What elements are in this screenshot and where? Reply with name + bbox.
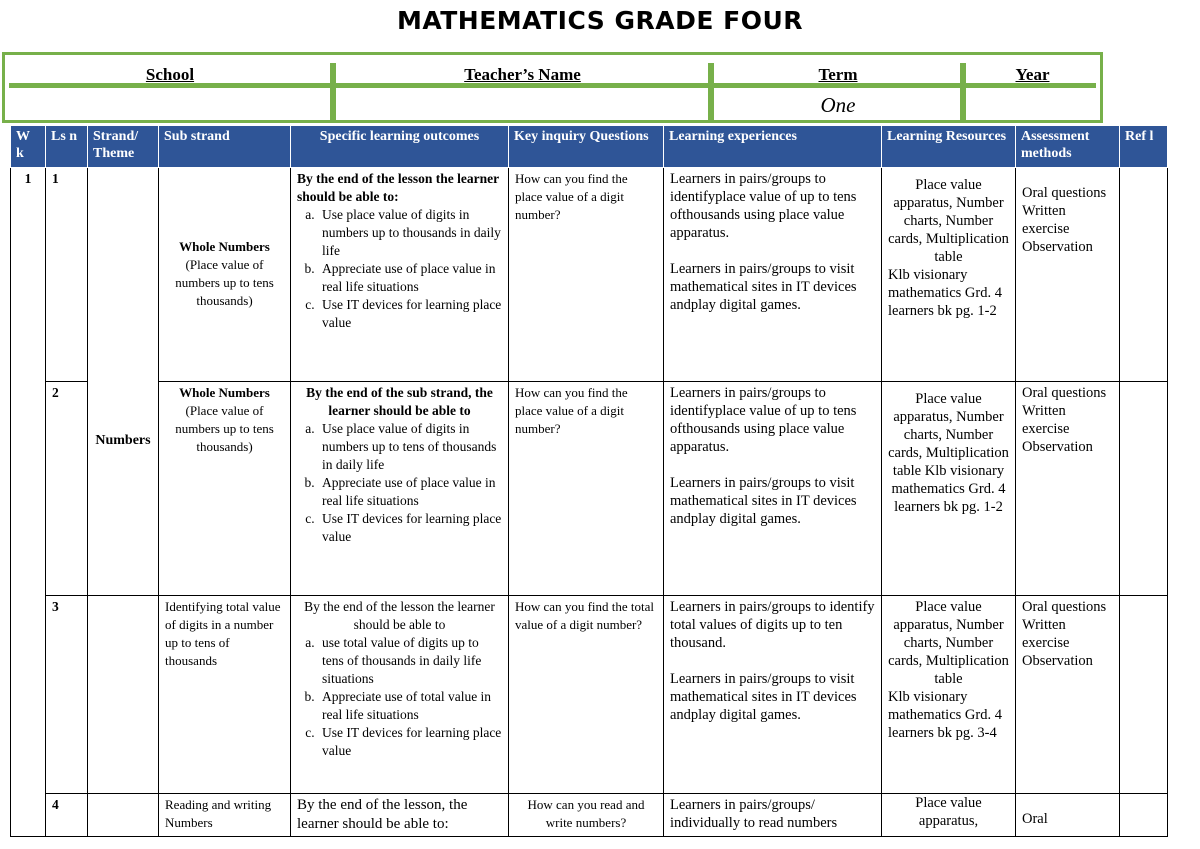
table-row (11, 794, 1168, 837)
outcomes-lead: By the end of the lesson the learner should be able to (304, 599, 495, 632)
sub-strand-cell (159, 382, 291, 596)
resources-cell (882, 596, 1016, 794)
column-header-resources: Learning Resources (882, 126, 1016, 168)
outcomes-list (297, 634, 502, 760)
week-cell: 1 (11, 168, 46, 837)
scheme-of-work-table (10, 125, 1168, 837)
experience-text: Learners in pairs/groups/ individually to read numbers (670, 797, 838, 831)
column-header-outcomes: Specific learning outcomes (291, 126, 509, 168)
outcomes-cell (291, 168, 509, 382)
experience-cell (664, 168, 882, 382)
outcomes-list (297, 420, 502, 546)
sub-strand-title: Whole Numbers (179, 239, 270, 254)
school-label: School (145, 65, 195, 84)
page-title: MATHEMATICS GRADE FOUR (396, 6, 804, 35)
outcome-item: b. Appreciate use of place value in real life situations (318, 474, 502, 510)
reflection-cell (1120, 596, 1168, 794)
sub-strand-detail: Reading and writing Numbers (165, 797, 272, 830)
lesson-cell: 2 (46, 382, 88, 596)
resources-text: Place value apparatus, Number charts, Number cards, Multiplication table (888, 177, 1009, 265)
question-cell: How can you find the place value of a digit number? (509, 168, 664, 382)
resources-text: Place value apparatus, Number charts, Number cards, Multiplication table (888, 599, 1009, 687)
resources-text: Klb visionary mathematics Grd. 4 learners bk pg. 1-2 (888, 267, 1002, 319)
outcome-item: a. use total value of digits up to tens of thousands in daily life situations (318, 634, 502, 688)
outcome-item: a. Use place value of digits in numbers up to tens of thousands in daily life (318, 420, 502, 474)
outcome-item: c. Use IT devices for learning place value (318, 724, 502, 760)
experience-text: Learners in pairs/groups to identify total values of digits up to ten thousand. (670, 599, 875, 651)
sub-strand-title: Whole Numbers (179, 385, 270, 400)
outcome-item: c. Use IT devices for learning place value (318, 296, 502, 332)
outcome-item: c. Use IT devices for learning place value (318, 510, 502, 546)
outcomes-lead: By the end of the lesson the learner should be able to: (297, 171, 499, 204)
experience-text: Learners in pairs/groups to identifyplace value of up to tens ofthousands using place value apparatus. (670, 385, 857, 455)
resources-cell (882, 382, 1016, 596)
sub-strand-cell (159, 794, 291, 837)
sub-strand-detail: (Place value of numbers up to tens thousands) (175, 257, 274, 308)
sub-strand-cell (159, 596, 291, 794)
year-label: Year (1015, 65, 1050, 84)
reflection-cell (1120, 168, 1168, 382)
table-row (11, 168, 1168, 382)
column-header-week: W k (11, 126, 46, 168)
table-row (11, 382, 1168, 596)
strand-cell: Numbers (88, 168, 159, 596)
resources-text: Place value apparatus, (915, 795, 982, 829)
outcomes-cell (291, 382, 509, 596)
outcome-item: b. Appreciate use of total value in real life situations (318, 688, 502, 724)
outcomes-list (297, 206, 502, 332)
sub-strand-detail: (Place value of numbers up to tens thousands) (175, 403, 274, 454)
column-header-assessment: Assessment methods (1016, 126, 1120, 168)
question-cell: How can you find the total value of a digit number? (509, 596, 664, 794)
experience-cell (664, 794, 882, 837)
experience-text: Learners in pairs/groups to visit mathematical sites in IT devices andplay digital games. (670, 475, 857, 527)
outcomes-cell (291, 794, 509, 837)
experience-text: Learners in pairs/groups to identifyplace value of up to tens ofthousands using place value apparatus. (670, 171, 857, 241)
experience-text: Learners in pairs/groups to visit mathematical sites in IT devices andplay digital games. (670, 261, 857, 313)
experience-cell (664, 382, 882, 596)
resources-text: Klb visionary mathematics Grd. 4 learners bk pg. 3-4 (888, 689, 1002, 741)
assessment-cell: Oral questions Written exercise Observation (1016, 168, 1120, 382)
column-header-reflection: Ref l (1120, 126, 1168, 168)
column-header-questions: Key inquiry Questions (509, 126, 664, 168)
assessment-cell: Oral questions Written exercise Observation (1016, 382, 1120, 596)
strand-cell-empty (88, 794, 159, 837)
column-header-strand: Strand/ Theme (88, 126, 159, 168)
table-row (11, 596, 1168, 794)
sub-strand-detail: Identifying total value of digits in a number up to tens of thousands (165, 599, 281, 668)
outcomes-lead: By the end of the sub strand, the learner should be able to (306, 385, 493, 418)
question-cell: How can you read and write numbers? (509, 794, 664, 837)
outcomes-lead: By the end of the lesson, the learner should be able to: (297, 797, 468, 832)
reflection-cell (1120, 794, 1168, 837)
lesson-cell: 3 (46, 596, 88, 794)
experience-cell (664, 596, 882, 794)
header-info-box (2, 52, 1103, 123)
column-header-sub-strand: Sub strand (159, 126, 291, 168)
resources-cell (882, 794, 1016, 837)
sub-strand-cell (159, 168, 291, 382)
assessment-cell: Oral questions Written exercise Observation (1016, 596, 1120, 794)
outcome-item: b. Appreciate use of place value in real life situations (318, 260, 502, 296)
experience-text: Learners in pairs/groups to visit mathematical sites in IT devices andplay digital games. (670, 671, 857, 723)
term-label: Term (818, 65, 858, 84)
resources-cell (882, 168, 1016, 382)
assessment-cell: Oral (1016, 794, 1120, 837)
question-cell: How can you find the place value of a digit number? (509, 382, 664, 596)
term-value: One (820, 93, 856, 117)
teacher-name-label: Teacher’s Name (464, 65, 581, 84)
table-header-row (11, 126, 1168, 168)
resources-text: Place value apparatus, Number charts, Number cards, Multiplication table Klb visionary mathematics Grd. 4 learners bk pg. 1-2 (888, 391, 1009, 515)
reflection-cell (1120, 382, 1168, 596)
outcome-item: a. Use place value of digits in numbers up to thousands in daily life (318, 206, 502, 260)
column-header-lesson: Ls n (46, 126, 88, 168)
strand-cell-empty (88, 596, 159, 794)
column-header-experiences: Learning experiences (664, 126, 882, 168)
lesson-cell: 1 (46, 168, 88, 382)
lesson-cell: 4 (46, 794, 88, 837)
outcomes-cell (291, 596, 509, 794)
